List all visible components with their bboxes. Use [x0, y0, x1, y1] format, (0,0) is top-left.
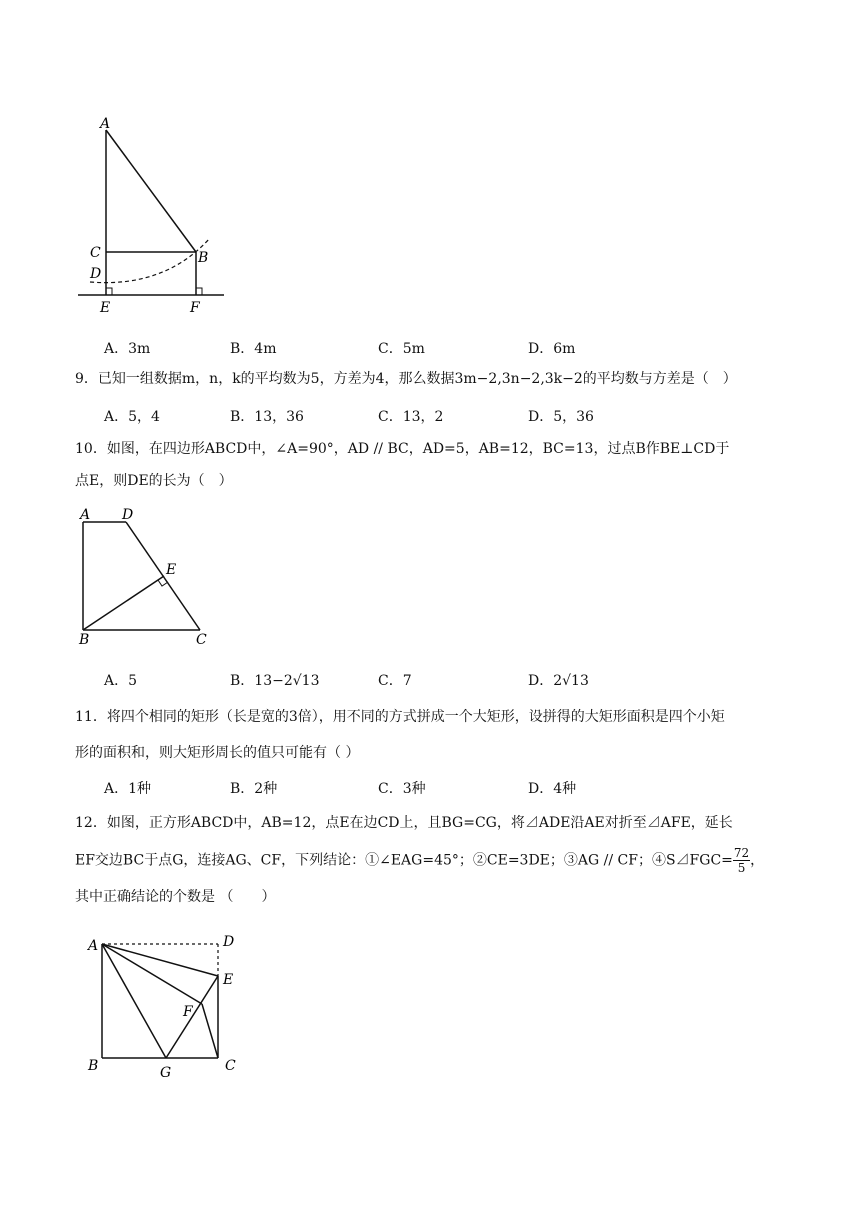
q8-option-b[interactable]: B．4m — [230, 341, 277, 357]
q11-option-a[interactable]: A．1种 — [104, 781, 152, 797]
q10-option-d[interactable]: D．2√13 — [528, 673, 589, 689]
segment-AE — [102, 944, 218, 976]
fraction-72-5 — [733, 846, 750, 875]
q11-text-line1: 11．将四个相同的矩形（长是宽的3倍），用不同的方式拼成一个大矩形，设拼得的大矩形面积是四个小矩 — [75, 709, 725, 725]
label-A: A — [80, 507, 91, 523]
q8-option-c[interactable]: C．5m — [378, 341, 425, 357]
q10-option-a[interactable]: A．5 — [104, 673, 138, 689]
label-F: F — [183, 1004, 193, 1020]
q10-option-c[interactable]: C．7 — [378, 673, 412, 689]
q11-option-b[interactable]: B．2种 — [230, 781, 278, 797]
q12-text-line1: 12．如图，正方形ABCD中，AB=12，点E在边CD上，且BG=CG，将⊿ADE沿AE对折至⊿AFE，延长 — [75, 815, 733, 831]
fraction-denominator: 5 — [737, 861, 746, 875]
q11-option-d[interactable]: D．4种 — [528, 781, 577, 797]
q9-option-b[interactable]: B．13，36 — [230, 409, 304, 425]
label-E: E — [100, 300, 111, 316]
label-F: F — [190, 300, 200, 316]
segment-AF — [102, 944, 202, 1004]
label-G: G — [160, 1065, 172, 1081]
q9-text: 9．已知一组数据m，n，k的平均数为5，方差为4，那么数据3m−2,3n−2,3k−2的平均数与方差是（ ） — [75, 371, 737, 387]
label-C: C — [196, 632, 207, 648]
segment-AG — [102, 944, 166, 1058]
q8-option-d[interactable]: D．6m — [528, 341, 576, 357]
q9-option-c[interactable]: C．13，2 — [378, 409, 444, 425]
label-D: D — [223, 934, 235, 950]
q12-text-line3: 其中正确结论的个数是 （ ） — [75, 889, 276, 905]
q11-option-c[interactable]: C．3种 — [378, 781, 426, 797]
label-E: E — [166, 562, 177, 578]
q10-option-b[interactable]: B．13−2√13 — [230, 673, 320, 689]
right-angle-E — [106, 288, 112, 295]
dashed-arc — [90, 238, 210, 283]
q8-figure — [70, 110, 240, 320]
segment-BE — [83, 576, 164, 630]
label-E: E — [223, 972, 234, 988]
label-D: D — [122, 507, 134, 523]
label-C: C — [90, 245, 101, 261]
label-D: D — [90, 266, 102, 282]
q12-text-line2-main: EF交边BC于点G，连接AG、CF，下列结论：①∠EAG=45°；②CE=3DE；③AG // CF；④S⊿FGC= — [75, 852, 733, 869]
label-A: A — [88, 938, 99, 954]
q9-option-d[interactable]: D．5，36 — [528, 409, 594, 425]
q12-text-line2-end: ， — [750, 852, 765, 869]
q8-option-a[interactable]: A．3m — [104, 341, 151, 357]
label-B: B — [198, 250, 209, 266]
q12-text-line2 — [75, 846, 787, 875]
q9-option-a[interactable]: A．5，4 — [104, 409, 160, 425]
fraction-numerator: 72 — [733, 846, 750, 860]
label-A: A — [100, 116, 111, 132]
q11-text-line2: 形的面积和，则大矩形周长的值只可能有（ ） — [75, 745, 360, 761]
right-angle-F — [196, 288, 202, 295]
segment-AB — [106, 130, 196, 252]
label-B: B — [79, 632, 90, 648]
q10-text-line2: 点E，则DE的长为（ ） — [75, 473, 233, 489]
label-B: B — [88, 1058, 99, 1074]
q10-text-line1: 10．如图，在四边形ABCD中，∠A=90°，AD // BC，AD=5，AB=12，BC=13，过点B作BE⊥CD于 — [75, 441, 730, 457]
label-C: C — [225, 1058, 236, 1074]
segment-FC — [202, 1004, 218, 1058]
q12-figure — [80, 928, 250, 1088]
q10-figure — [74, 502, 224, 652]
